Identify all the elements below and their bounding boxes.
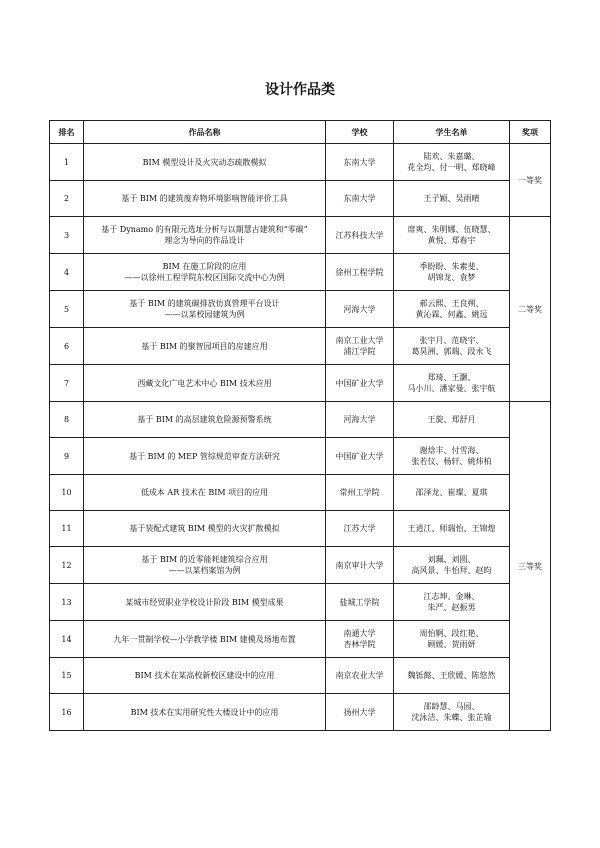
table-header-row (50, 121, 551, 144)
rank-cell: 13 (50, 584, 84, 621)
work-name-line: 基于 BIM 的高层建筑危险源预警系统 (137, 415, 272, 424)
school-cell (326, 181, 394, 217)
students-line: 王逍江、师瑞怡、王锦煌 (407, 524, 496, 533)
rank-cell: 7 (50, 365, 84, 402)
rank-cell: 6 (50, 328, 84, 365)
students-line: 江志坤、金琳、 (423, 592, 480, 601)
work-name-line: 基于 BIM 的聚智园项目的房建应用 (141, 341, 268, 351)
school-cell (326, 217, 394, 254)
students-line: 高风景、牛怡拜、赵昀 (411, 566, 492, 575)
page-title: 设计作品类 (265, 82, 335, 98)
work-name-line: 九年一贯制学校—小学教学楼 BIM 建模及场地布置 (113, 634, 296, 644)
students-line: 朱严、赵振男 (427, 603, 476, 612)
school-cell (326, 438, 394, 475)
students-line: 张若仪、杨轩、姚炜柏 (411, 457, 492, 466)
school-cell (326, 621, 394, 658)
school-cell (326, 402, 394, 438)
rank-cell: 9 (50, 438, 84, 475)
table-row (50, 694, 551, 731)
work-name-line: 西藏文化广电艺术中心 BIM 技术应用 (137, 378, 272, 388)
table-row (50, 144, 551, 181)
school-cell (326, 144, 394, 181)
students-line: 陆欢、朱嘉璐、 (423, 152, 480, 161)
rank-cell: 12 (50, 547, 84, 584)
school-line: 江苏大学 (343, 524, 376, 533)
students-cell (394, 621, 510, 658)
work-name-line: 基于 BIM 的 MEP 管综规范审查方法研究 (129, 451, 280, 461)
award-cell: 三等奖 (510, 402, 551, 731)
students-line: 谢焓丰、付雪海、 (419, 446, 484, 455)
students-cell (394, 438, 510, 475)
work-name-cell (84, 254, 326, 291)
rank-cell: 16 (50, 694, 84, 731)
work-name-line: 基于 BIM 的建筑废弃物环境影响智能评价工具 (121, 194, 288, 203)
students-line: 花全均、付一明、郑晓峰 (407, 163, 496, 172)
work-name-cell (84, 291, 326, 328)
table-row (50, 438, 551, 475)
work-name-line: BIM 在施工阶段的应用 (162, 262, 247, 271)
school-line: 江苏科技大学 (335, 230, 384, 240)
work-name-line: 低成本 AR 技术在 BIM 项目的应用 (140, 488, 269, 497)
rank-cell: 15 (50, 658, 84, 694)
students-cell (394, 694, 510, 731)
school-cell (326, 291, 394, 328)
students-cell (394, 547, 510, 584)
students-cell (394, 181, 510, 217)
rank-cell: 11 (50, 511, 84, 547)
school-line: 中国矿业大学 (335, 451, 384, 461)
column-header-school: 学校 (326, 121, 394, 144)
work-name-cell (84, 694, 326, 731)
table-row (50, 475, 551, 511)
students-cell (394, 658, 510, 694)
students-line: 魏铄懿、王欣媛、陈悠然 (407, 671, 496, 680)
work-name-line: 某城市经贸职业学校设计阶段 BIM 模型成果 (125, 597, 284, 607)
table-row (50, 547, 551, 584)
table-row (50, 402, 551, 438)
rank-cell: 5 (50, 291, 84, 328)
students-line: 张宇月、范晓宇、 (419, 336, 484, 345)
work-name-cell (84, 658, 326, 694)
table-row (50, 291, 551, 328)
students-line: 刘珮、刘圆、 (427, 555, 476, 564)
table-row (50, 181, 551, 217)
work-name-cell (84, 328, 326, 365)
students-line: 马小川、潘家曼、张宇航 (407, 384, 496, 393)
school-cell (326, 658, 394, 694)
table-row (50, 254, 551, 291)
work-name-line: ——以某档案馆为例 (168, 566, 241, 575)
school-cell (326, 694, 394, 731)
school-line: 浦江学院 (343, 347, 376, 356)
school-line: 东南大学 (343, 194, 376, 203)
students-line: 王子颖、吴雨晴 (423, 194, 480, 203)
students-line: 王旋、郑舒月 (427, 415, 476, 424)
school-cell (326, 547, 394, 584)
students-cell (394, 144, 510, 181)
students-line: 胡锦龙、袁梦 (427, 273, 476, 282)
awards-table (49, 120, 551, 731)
students-cell (394, 328, 510, 365)
work-name-line: 基于装配式建筑 BIM 模型的火灾扩散模拟 (129, 524, 280, 533)
work-name-cell (84, 475, 326, 511)
work-name-cell (84, 217, 326, 254)
school-cell (326, 511, 394, 547)
work-name-line: ——以徐州工程学院东校区国际交流中心为例 (124, 273, 285, 282)
school-cell (326, 584, 394, 621)
work-name-cell (84, 438, 326, 475)
table-row (50, 365, 551, 402)
school-line: 盐城工学院 (339, 597, 380, 607)
students-line: 黄沁霖、何鑫、姚远 (415, 310, 488, 319)
students-cell (394, 402, 510, 438)
work-name-cell (84, 365, 326, 402)
table-row (50, 584, 551, 621)
work-name-cell (84, 144, 326, 181)
work-name-line: BIM 模型设计及火灾动态疏散模拟 (142, 157, 267, 167)
school-line: 南京工业大学 (335, 336, 384, 345)
students-cell (394, 365, 510, 402)
school-line: 南京审计大学 (335, 560, 384, 570)
work-name-line: 理念为导向的作品设计 (164, 236, 245, 245)
work-name-cell (84, 547, 326, 584)
work-name-cell (84, 584, 326, 621)
school-line: 河海大学 (343, 304, 376, 314)
students-cell (394, 291, 510, 328)
column-header-work-name: 作品名称 (84, 121, 326, 144)
school-line: 常州工学院 (339, 488, 380, 497)
work-name-line: 基于 Dynamo 的有限元选址分析与以期慧古建筑和“零碳” (101, 225, 308, 234)
work-name-cell (84, 402, 326, 438)
work-name-line: 基于 BIM 的近零能耗建筑综合应用 (141, 555, 268, 564)
work-name-cell (84, 621, 326, 658)
students-line: 季盼盼、朱素斐、 (419, 262, 484, 271)
students-line: 邵龄慧、马园、 (423, 702, 480, 711)
column-header-award: 奖项 (510, 121, 551, 144)
students-line: 葛昊洲、郭瑞、段永飞 (411, 347, 492, 356)
school-line: 东南大学 (343, 157, 376, 167)
table-row (50, 328, 551, 365)
table-body (50, 144, 551, 731)
school-line: 中国矿业大学 (335, 378, 384, 388)
students-line: 顾媛、贺雨妍 (427, 640, 476, 649)
school-cell (326, 365, 394, 402)
school-line: 扬州大学 (343, 707, 376, 717)
students-cell (394, 217, 510, 254)
rank-cell: 1 (50, 144, 84, 181)
work-name-cell (84, 181, 326, 217)
school-line: 南京农业大学 (335, 671, 384, 680)
school-line: 徐州工程学院 (335, 267, 384, 277)
rank-cell: 14 (50, 621, 84, 658)
students-cell (394, 254, 510, 291)
work-name-line: BIM 技术在实用研究性大楼设计中的应用 (130, 707, 279, 717)
school-line: 南通大学 (343, 629, 376, 638)
students-cell (394, 511, 510, 547)
table-row (50, 217, 551, 254)
students-line: 郑琦、王灏、 (427, 373, 476, 382)
table-row (50, 511, 551, 547)
students-line: 席爽、朱明娜、伍晓慧、 (407, 225, 496, 234)
students-line: 邵泽龙、崔璨、夏琪 (415, 488, 488, 497)
column-header-rank: 排名 (50, 121, 84, 144)
rank-cell: 4 (50, 254, 84, 291)
work-name-line: ——以某校园建筑为例 (164, 310, 245, 319)
students-line: 周怡婀、段红艳、 (419, 629, 484, 638)
rank-cell: 10 (50, 475, 84, 511)
school-line: 杏林学院 (343, 640, 376, 649)
work-name-line: 基于 BIM 的建筑碳排放仿真管理平台设计 (129, 299, 280, 308)
award-cell: 二等奖 (510, 217, 551, 402)
school-cell (326, 254, 394, 291)
rank-cell: 3 (50, 217, 84, 254)
table-row (50, 621, 551, 658)
column-header-students: 学生名单 (394, 121, 510, 144)
work-name-cell (84, 511, 326, 547)
rank-cell: 2 (50, 181, 84, 217)
school-line: 河海大学 (343, 415, 376, 424)
students-line: 沈泳洁、朱蝶、张芷瑜 (411, 713, 492, 722)
school-cell (326, 328, 394, 365)
work-name-line: BIM 技术在某高校新校区建设中的应用 (134, 671, 275, 680)
award-cell: 一等奖 (510, 144, 551, 217)
students-cell (394, 584, 510, 621)
rank-cell: 8 (50, 402, 84, 438)
school-cell (326, 475, 394, 511)
students-line: 郝云熙、王良朔、 (419, 299, 484, 308)
students-line: 黄悦、郑春宇 (427, 236, 476, 245)
students-cell (394, 475, 510, 511)
table-row (50, 658, 551, 694)
